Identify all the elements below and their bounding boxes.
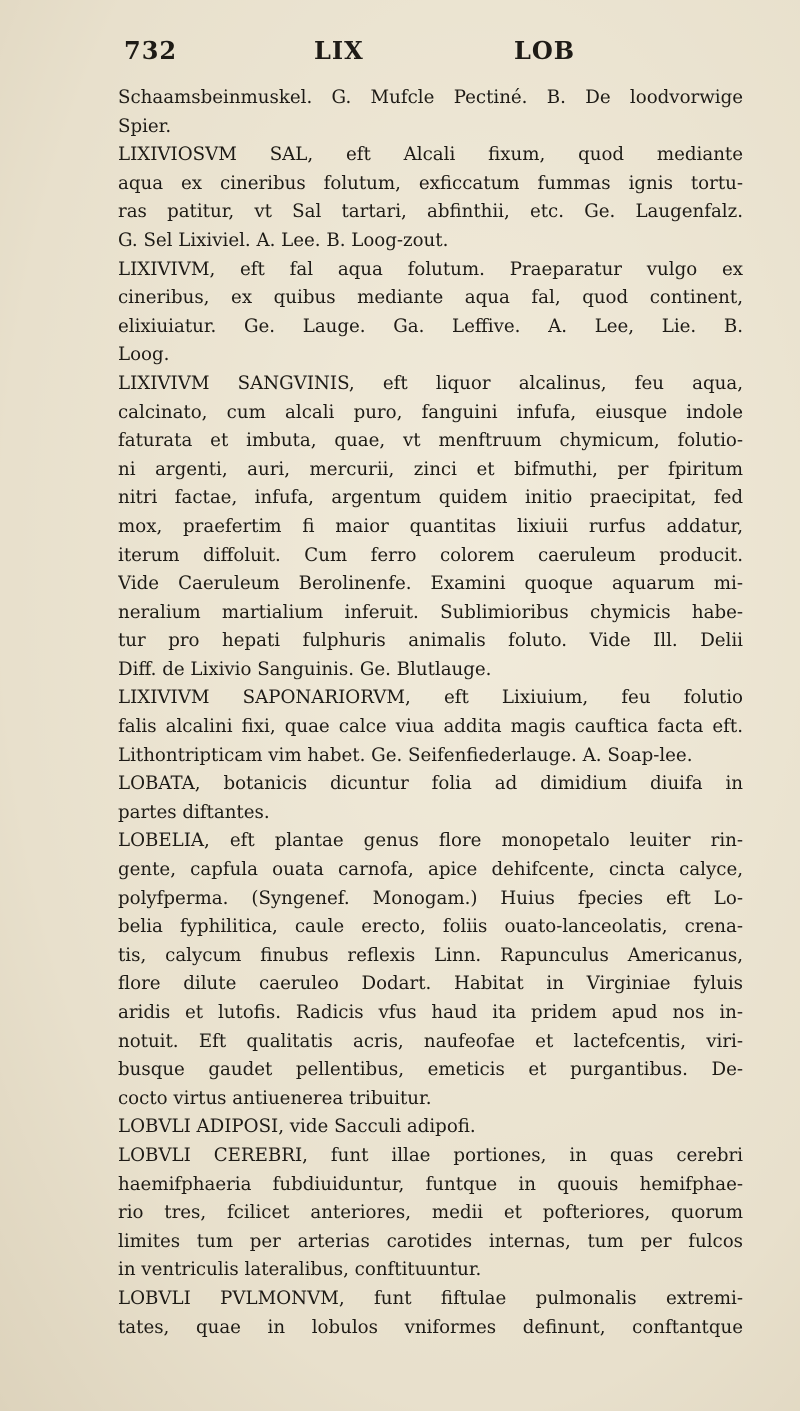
text-line: LOBELIA, eft plantae genus flore monopetalo leuiter rin- [118, 830, 743, 852]
text-line: aridis et lutofis. Radicis vfus haud ita pridem apud nos in- [118, 1002, 743, 1023]
text-line: Schaamsbeinmuskel. G. Mufcle Pectiné. B. De loodvorwige [118, 87, 743, 108]
text-line: LIXIVIVM, eft fal aqua folutum. Praeparatur vulgo ex [118, 258, 743, 280]
text-line: Lithontripticam vim habet. Ge. Seifenfiederlauge. A. Soap-lee. [118, 744, 693, 766]
text-line: Vide Caeruleum Berolinenfe. Examini quoque aquarum mi- [118, 573, 743, 595]
text-line: tur pro hepati fulphuris animalis foluto. Vide Ill. Delii [118, 630, 743, 652]
text-line: ni argenti, auri, mercurii, zinci et bifmuthi, per fpiritum [118, 458, 743, 480]
text-line: Loog. [118, 344, 170, 366]
text-line: partes diftantes. [118, 801, 270, 823]
text-line: cocto virtus antiuenerea tribuitur. [118, 1087, 432, 1109]
text-line: LIXIVIVM SANGVINIS, eft liquor alcalinus, feu aqua, [118, 372, 743, 394]
signature-mark: LIX [314, 36, 364, 65]
running-header [124, 36, 744, 80]
text-line: elixiuiatur. Ge. Lauge. Ga. Leffive. A. Lee, Lie. B. [118, 315, 743, 337]
text-line: faturata et imbuta, quae, vt menftruum chymicum, folutio- [118, 430, 743, 452]
text-line: Spier. [118, 115, 172, 137]
text-line: rio tres, fcilicet anteriores, medii et pofteriores, quorum [118, 1202, 743, 1224]
text-line: aqua ex cineribus folutum, exficcatum fummas ignis tortu- [118, 172, 743, 194]
text-line: belia fyphilitica, caule erecto, foliis ouato-lanceolatis, crena- [118, 916, 743, 938]
text-line: LOBATA, botanicis dicuntur folia ad dimidium diuifa in [118, 773, 743, 795]
text-line: gente, capfula ouata carnofa, apice dehifcente, cincta calyce, [118, 859, 743, 881]
text-line: nitri factae, infufa, argentum quidem initio praecipitat, fed [118, 487, 743, 509]
text-line: tates, quae in lobulos vniformes definunt, conftantque [118, 1316, 743, 1338]
text-line: iterum diffoluit. Cum ferro colorem caeruleum producit. [118, 544, 743, 566]
text-line: haemifphaeria fubdiuiduntur, funtque in quouis hemifphae- [118, 1173, 743, 1195]
text-line: LOBVLI PVLMONVM, funt fiftulae pulmonalis extremi- [118, 1287, 743, 1309]
text-line: limites tum per arterias carotides internas, tum per fulcos [118, 1230, 743, 1252]
text-line: mox, praefertim fi maior quantitas lixiuii rurfus addatur, [118, 515, 743, 537]
page-number: 732 [124, 36, 178, 65]
dictionary-text [118, 84, 743, 1342]
text-line: Diff. de Lixivio Sanguinis. Ge. Blutlauge. [118, 658, 492, 680]
text-line: cineribus, ex quibus mediante aqua fal, quod continent, [118, 287, 743, 309]
text-line: LOBVLI ADIPOSI, vide Sacculi adipofi. [118, 1116, 476, 1138]
text-line: in ventriculis lateralibus, conftituuntur. [118, 1259, 482, 1281]
text-line: notuit. Eft qualitatis acris, naufeofae et lactefcentis, viri- [118, 1030, 743, 1052]
text-line: calcinato, cum alcali puro, fanguini infufa, eiusque indole [118, 401, 743, 423]
text-line: LOBVLI CEREBRI, funt illae portiones, in quas cerebri [118, 1144, 743, 1166]
text-line: G. Sel Lixiviel. A. Lee. B. Loog-zout. [118, 229, 449, 251]
text-line: neralium martialium inferuit. Sublimioribus chymicis habe- [118, 601, 743, 623]
text-line: flore dilute caeruleo Dodart. Habitat in Virginiae fyluis [118, 973, 743, 995]
text-line: LIXIVIOSVM SAL, eft Alcali fixum, quod mediante [118, 144, 743, 166]
text-line: polyfperma. (Syngenef. Monogam.) Huius fpecies eft Lo- [118, 887, 743, 909]
text-line: ras patitur, vt Sal tartari, abfinthii, etc. Ge. Laugenfalz. [118, 201, 743, 223]
text-line: busque gaudet pellentibus, emeticis et purgantibus. De- [118, 1059, 743, 1081]
text-line: LIXIVIVM SAPONARIORVM, eft Lixiuium, feu folutio [118, 687, 743, 709]
text-line: falis alcalini fixi, quae calce viua addita magis cauftica facta eft. [118, 716, 743, 738]
catchword: LOB [514, 36, 576, 65]
text-line: tis, calycum finubus reflexis Linn. Rapunculus Americanus, [118, 944, 743, 966]
